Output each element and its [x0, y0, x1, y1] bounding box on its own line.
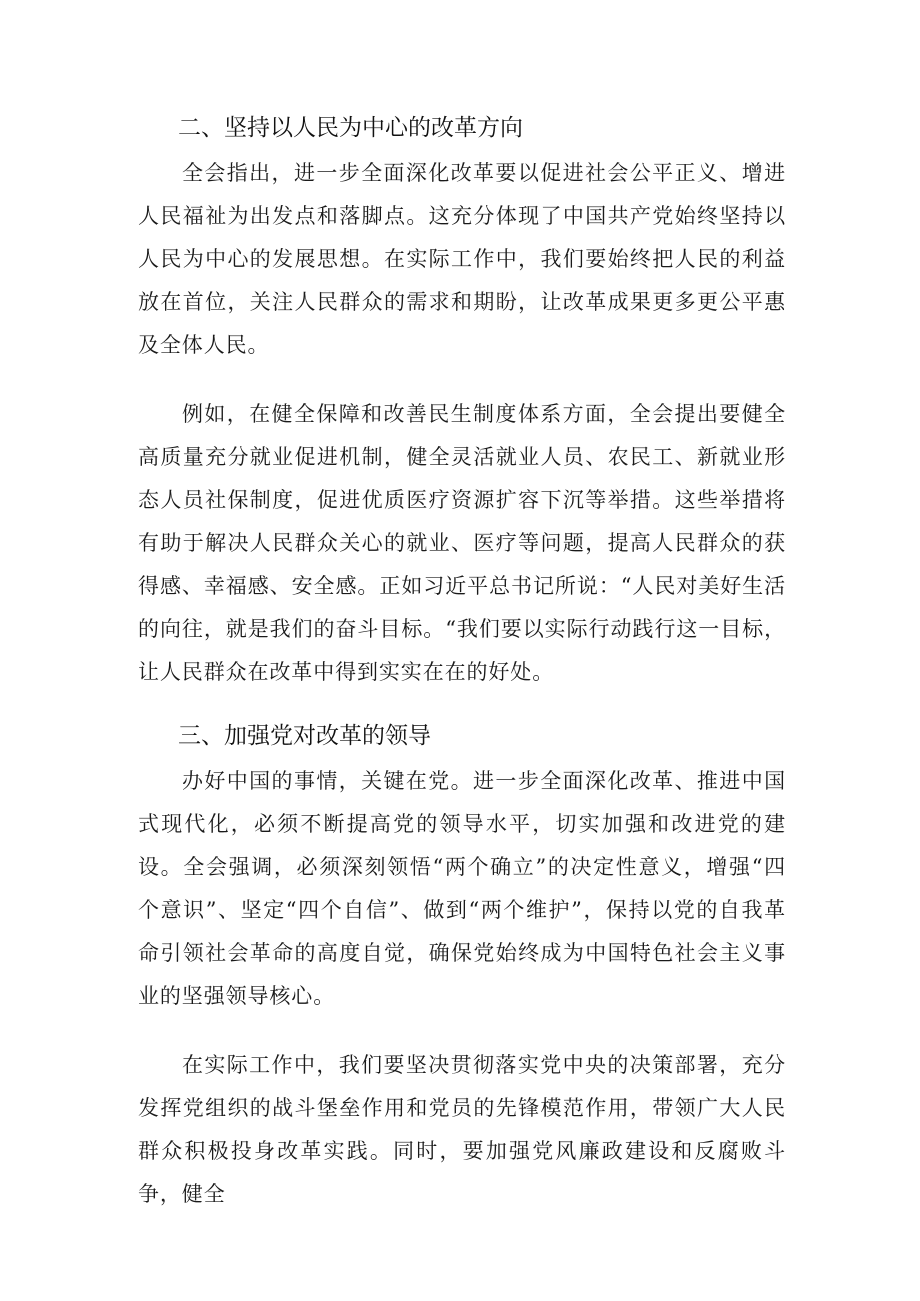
section-2-paragraph-2: 例如，在健全保障和改善民生制度体系方面，全会提出要健全高质量充分就业促进机制，健全灵活就业人员、农民工、新就业形态人员社保制度，促进优质医疗资源扩容下沉等举措。这些举措将有助于解决人民群众关心的就业、医疗等问题，提高人民群众的获得感、幸福感、安全感。正如习近平总书记所说：“人民对美好生活的向往，就是我们的奋斗目标。“我们要以实际行动践行这一目标，让人民群众在改革中得到实实在在的好处。 — [138, 402, 786, 684]
section-3-paragraph-2: 在实际工作中，我们要坚决贯彻落实党中央的决策部署，充分发挥党组织的战斗堡垒作用和党员的先锋模范作用，带领广大人民群众积极投身改革实践。同时，要加强党风廉政建设和反腐败斗争，健全 — [138, 1053, 786, 1206]
document-body — [138, 108, 786, 1216]
section-heading-3: 三、加强党对改革的领导 — [178, 723, 431, 749]
section-heading-2: 二、坚持以人民为中心的改革方向 — [178, 115, 523, 141]
section-2-paragraph-1: 全会指出，进一步全面深化改革要以促进社会公平正义、增进人民福祉为出发点和落脚点。这充分体现了中国共产党始终坚持以人民为中心的发展思想。在实际工作中，我们要始终把人民的利益放在首位，关注人民群众的需求和期盼，让改革成果更多更公平惠及全体人民。 — [138, 161, 786, 357]
section-3-paragraph-1: 办好中国的事情，关键在党。进一步全面深化改革、推进中国式现代化，必须不断提高党的领导水平，切实加强和改进党的建设。全会强调，必须深刻领悟“两个确立”的决定性意义，增强“四个意识”、坚定“四个自信”、做到“两个维护”，保持以党的自我革命引领社会革命的高度自觉，确保党始终成为中国特色社会主义事业的坚强领导核心。 — [138, 769, 786, 1008]
